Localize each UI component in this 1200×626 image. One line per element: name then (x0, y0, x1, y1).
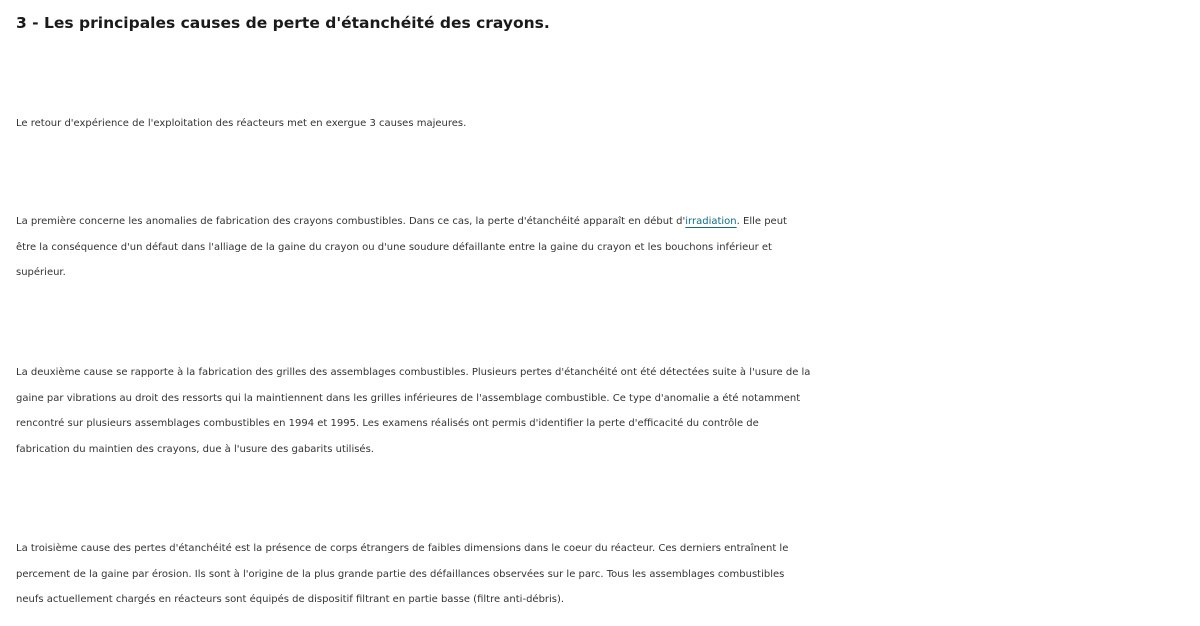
third-cause-paragraph (16, 536, 1196, 613)
first-cause-paragraph (16, 209, 1196, 286)
paragraph-line: percement de la gaine par érosion. Ils sont à l'origine de la plus grande partie des défaillances observées sur le parc. Tous les assemblages combustibles (16, 568, 785, 580)
paragraph-line: rencontré sur plusieurs assemblages combustibles en 1994 et 1995. Les examens réalisés ont permis d'identifier la perte d'efficacité du contrôle de (16, 418, 759, 429)
section-heading: 3 - Les principales causes de perte d'étanchéité des crayons. (16, 14, 550, 32)
paragraph-line: fabrication du maintien des crayons, due à l'usure des gabarits utilisés. (16, 443, 374, 455)
intro-paragraph (16, 111, 1196, 137)
paragraph-line: gaine par vibrations au droit des ressorts qui la maintiennent dans les grilles inférieures de l'assemblage combustible. Ce type d'anomalie a été notamment (16, 392, 801, 404)
paragraph-line: supérieur. (16, 267, 66, 278)
paragraph-line: La deuxième cause se rapporte à la fabrication des grilles des assemblages combustibles. Plusieurs pertes d'étanchéité ont été détectées suite à l'usure de la (16, 367, 811, 378)
paragraph-line (16, 209, 1196, 235)
paragraph-text: . Elle peut (736, 216, 787, 227)
paragraph-line: neufs actuellement chargés en réacteurs sont équipés de dispositif filtrant en partie basse (filtre anti-débris). (16, 594, 565, 605)
paragraph-line: être la conséquence d'un défaut dans l'alliage de la gaine du crayon ou d'une soudure défaillante entre la gaine du crayon et les bouchons inférieur et (16, 241, 772, 253)
paragraph-line: Le retour d'expérience de l'exploitation des réacteurs met en exergue 3 causes majeures. (16, 118, 467, 129)
paragraph-text: La première concerne les anomalies de fabrication des crayons combustibles. Dans ce cas, la perte d'étanchéité apparaît en début d' (16, 216, 686, 227)
paragraph-line: La troisième cause des pertes d'étanchéité est la présence de corps étrangers de faibles dimensions dans le coeur du réacteur. Ces derniers entraînent le (16, 543, 789, 554)
irradiation-link[interactable]: irradiation (685, 216, 737, 227)
second-cause-paragraph (16, 360, 1196, 462)
